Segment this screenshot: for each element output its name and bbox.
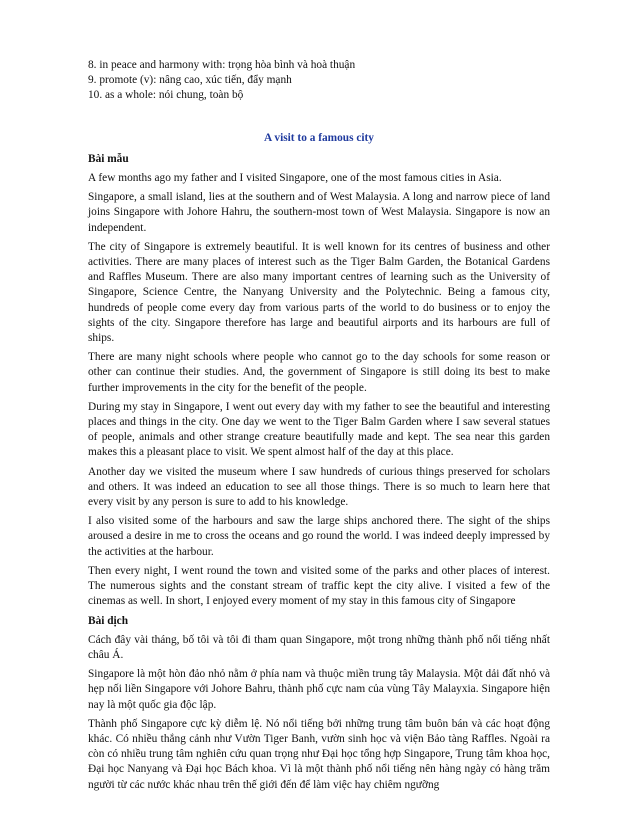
document-page [88,58,550,797]
essay-title: A visit to a famous city [264,131,374,144]
vocab-item: 9. promote (v): nâng cao, xúc tiến, đẩy mạnh [88,74,292,87]
translation-paragraph: Cách đây vài tháng, bố tôi và tôi đi tham quan Singapore, một trong những thành phố nổi tiếng nhất châu Á. [88,633,550,661]
sample-paragraph: During my stay in Singapore, I went out every day with my father to see the beautiful and interesting places and things in the city. One day we went to the Tiger Balm Garden where I saw several statues of people, animals and other strange creature beautifully made and kept. The sea near this garden makes this a pleasant place to visit. We spent almost half of the day at this place. [88,400,550,459]
sample-paragraph: Then every night, I went round the town and visited some of the parks and other places of interest. The numerous sights and the constant stream of traffic kept the city alive. I visited a few of the cinemas as well. In short, I enjoyed every moment of my stay in this famous city of Singapore [88,564,550,608]
translation-paragraph: Singapore là một hòn đảo nhỏ nằm ở phía nam và thuộc miền trung tây Malaysia. Một dải đất nhỏ và hẹp nối liền Singapore với Johore Bahru, thành phố cực nam của vùng Tây Malayxia. Singapore hiện nay là một quốc gia độc lập. [88,668,550,711]
vocab-item: 8. in peace and harmony with: trọng hòa bình và hoà thuận [88,59,356,71]
translation-heading: Bài dịch [88,614,129,627]
vocabulary-list [88,58,550,104]
sample-paragraph: I also visited some of the harbours and saw the large ships anchored there. The sight of the ships aroused a desire in me to cross the oceans and go round the world. I was indeed deeply impressed by the activities at the harbour. [88,515,550,558]
sample-heading: Bài mẫu [88,152,129,165]
sample-paragraph: A few months ago my father and I visited Singapore, one of the most famous cities in Asia. [88,172,502,185]
sample-paragraph: There are many night schools where people who cannot go to the day schools for some reason or other can continue their studies. And, the government of Singapore is still doing its best to make further improvements in the city for the benefit of the people. [88,351,550,394]
sample-paragraph: Another day we visited the museum where I saw hundreds of curious things preserved for scholars and others. It was indeed an education to see all those things. There is so much to learn here that every visit by any person is sure to add to his knowledge. [88,465,550,509]
sample-paragraph: The city of Singapore is extremely beautiful. It is well known for its centres of business and other activities. There are many places of interest such as the Tiger Balm Garden, the Botanical Gardens and Raffles Museum. There are also many important centres of learning such as the University of Singapore, Science Centre, the Nanyang University and the Polytechnic. Being a famous city, hundreds of people come every day from various parts of the world to do business or to enjoy the sights of the city. Singapore therefore has large and beautiful airports and its harbours are full of ships. [88,240,550,345]
vocab-item: 10. as a whole: nói chung, toàn bộ [88,89,244,102]
sample-paragraph: Singapore, a small island, lies at the southern and of West Malaysia. A long and narrow piece of land joins Singapore with Johore Hahru, the southern-most town of West Malaysia. Singapore is now an independent. [88,191,550,234]
translation-paragraph: Thành phố Singapore cực kỳ diễm lệ. Nó nổi tiếng bởi những trung tâm buôn bán và các hoạt động khác. Có nhiều thắng cảnh như Vườn Tiger Banh, vườn sinh học và viện Bảo tàng Raffles. Ngoài ra còn có nhiều trung tâm nghiên cứu quan trọng như Đại học tổng hợp Singapore, Trung tâm khoa học, Đại học Nanyang và Đại học Bách khoa. Vì là một thành phố nổi tiếng nên hàng ngày có hàng trăm người từ các nước khác nhau trên thế giới đến để làm việc hay chiêm ngưỡng [88,717,550,791]
